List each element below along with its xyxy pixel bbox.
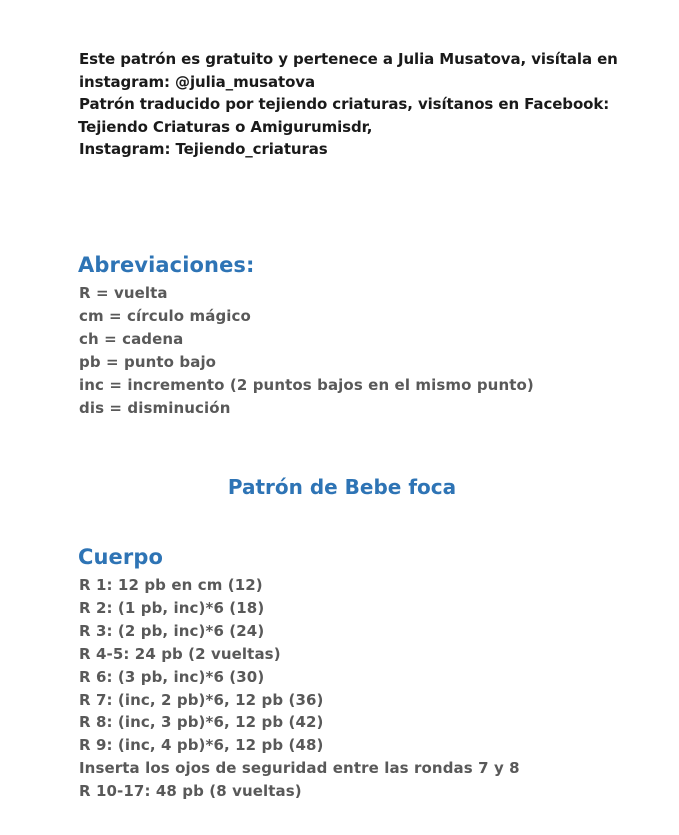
pattern-row: R 6: (3 pb, inc)*6 (30) [79, 667, 265, 686]
abbreviation-item: R = vuelta [79, 284, 168, 302]
pattern-row: R 7: (inc, 2 pb)*6, 12 pb (36) [79, 690, 324, 709]
pattern-row: R 9: (inc, 4 pb)*6, 12 pb (48) [79, 736, 324, 755]
intro-line: instagram: @julia_musatova [79, 72, 316, 91]
abbreviation-item: pb = punto bajo [79, 352, 217, 371]
intro-line: Este patrón es gratuito y pertenece a Julia Musatova, visítala en [79, 50, 618, 68]
pattern-row: R 4-5: 24 pb (2 vueltas) [79, 644, 281, 663]
pattern-note: Inserta los ojos de seguridad entre las rondas 7 y 8 [79, 759, 520, 778]
pattern-row: R 1: 12 pb en cm (12) [79, 576, 263, 594]
body-section-heading: Cuerpo [78, 545, 164, 569]
abbreviation-item: dis = disminución [79, 398, 231, 417]
pattern-row: R 2: (1 pb, inc)*6 (18) [79, 598, 265, 617]
pattern-title: Patrón de Bebe foca [227, 475, 457, 499]
abbreviation-item: inc = incremento (2 puntos bajos en el mismo punto) [79, 375, 534, 394]
abbreviations-list [79, 282, 534, 419]
abbreviation-item: cm = círculo mágico [79, 306, 251, 325]
pattern-row: R 10-17: 48 pb (8 vueltas) [79, 782, 302, 801]
intro-paragraph [79, 48, 639, 161]
pattern-row: R 3: (2 pb, inc)*6 (24) [79, 621, 265, 640]
abbreviation-item: ch = cadena [79, 329, 184, 348]
abbreviations-heading: Abreviaciones: [78, 253, 255, 277]
intro-line: Instagram: Tejiendo_criaturas [79, 140, 328, 158]
pattern-row: R 8: (inc, 3 pb)*6, 12 pb (42) [79, 713, 324, 732]
body-rows-list [79, 574, 520, 803]
intro-line: Tejiendo Criaturas o Amigurumisdr, [78, 117, 373, 136]
intro-line: Patrón traducido por tejiendo criaturas, visítanos en Facebook: [79, 95, 610, 113]
